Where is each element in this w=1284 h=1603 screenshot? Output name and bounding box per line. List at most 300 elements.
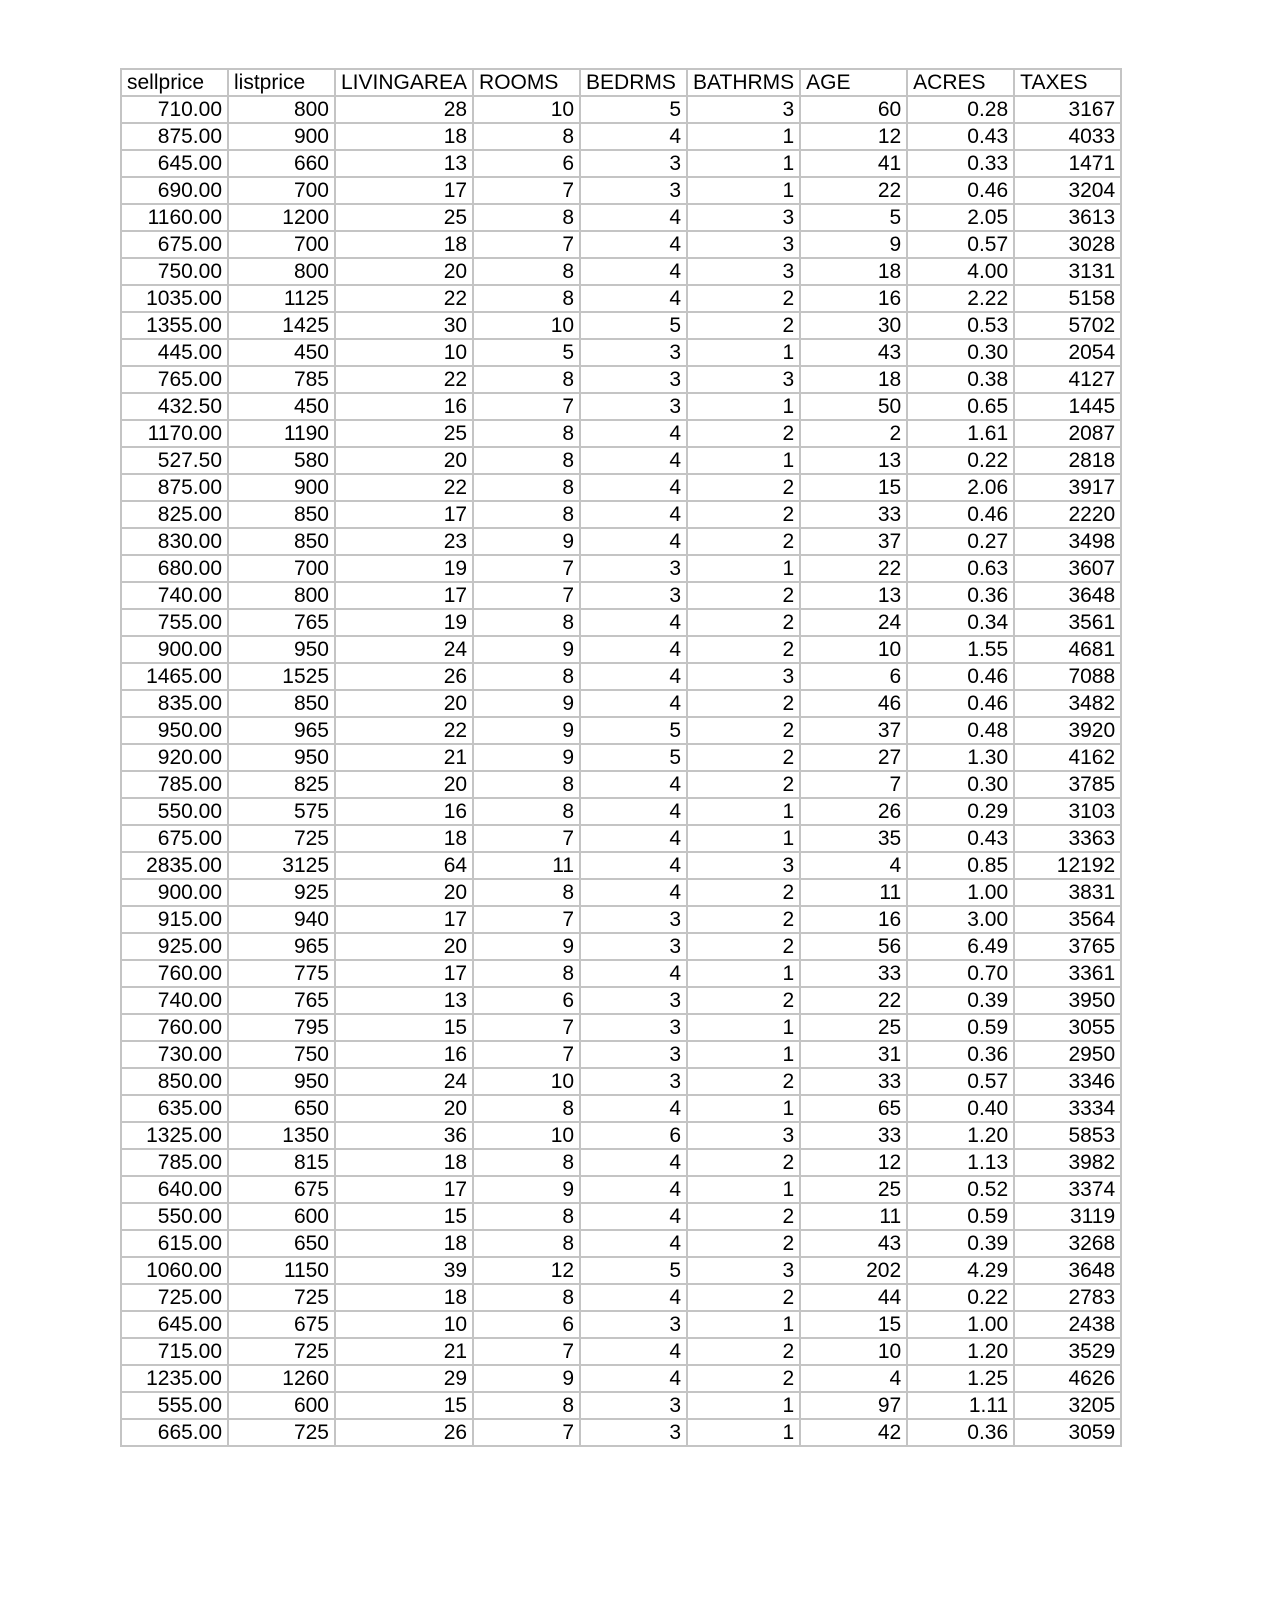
cell-livingarea[interactable]: 21: [335, 1338, 473, 1365]
cell-age[interactable]: 13: [800, 447, 907, 474]
cell-age[interactable]: 2: [800, 420, 907, 447]
cell-bathrms[interactable]: 3: [687, 96, 800, 123]
cell-listprice[interactable]: 850: [228, 690, 335, 717]
cell-age[interactable]: 25: [800, 1176, 907, 1203]
cell-bathrms[interactable]: 3: [687, 204, 800, 231]
cell-bedrms[interactable]: 4: [580, 447, 687, 474]
cell-sellprice[interactable]: 665.00: [121, 1419, 228, 1446]
cell-rooms[interactable]: 9: [473, 636, 580, 663]
cell-bedrms[interactable]: 6: [580, 1122, 687, 1149]
cell-taxes[interactable]: 5702: [1014, 312, 1121, 339]
cell-sellprice[interactable]: 785.00: [121, 771, 228, 798]
cell-bedrms[interactable]: 3: [580, 906, 687, 933]
cell-rooms[interactable]: 8: [473, 609, 580, 636]
cell-rooms[interactable]: 12: [473, 1257, 580, 1284]
cell-bedrms[interactable]: 3: [580, 393, 687, 420]
cell-bedrms[interactable]: 4: [580, 528, 687, 555]
cell-livingarea[interactable]: 20: [335, 690, 473, 717]
cell-livingarea[interactable]: 24: [335, 636, 473, 663]
cell-sellprice[interactable]: 550.00: [121, 798, 228, 825]
cell-bedrms[interactable]: 4: [580, 690, 687, 717]
cell-livingarea[interactable]: 18: [335, 825, 473, 852]
cell-taxes[interactable]: 2950: [1014, 1041, 1121, 1068]
cell-bathrms[interactable]: 2: [687, 420, 800, 447]
cell-acres[interactable]: 1.61: [907, 420, 1014, 447]
cell-bathrms[interactable]: 2: [687, 582, 800, 609]
cell-bathrms[interactable]: 3: [687, 852, 800, 879]
column-header-listprice[interactable]: listprice: [228, 69, 335, 96]
cell-taxes[interactable]: 5853: [1014, 1122, 1121, 1149]
cell-rooms[interactable]: 11: [473, 852, 580, 879]
cell-rooms[interactable]: 7: [473, 1041, 580, 1068]
cell-listprice[interactable]: 775: [228, 960, 335, 987]
cell-sellprice[interactable]: 765.00: [121, 366, 228, 393]
cell-bathrms[interactable]: 1: [687, 339, 800, 366]
cell-rooms[interactable]: 9: [473, 1365, 580, 1392]
cell-age[interactable]: 16: [800, 285, 907, 312]
cell-taxes[interactable]: 3119: [1014, 1203, 1121, 1230]
cell-bathrms[interactable]: 2: [687, 636, 800, 663]
cell-acres[interactable]: 0.29: [907, 798, 1014, 825]
cell-sellprice[interactable]: 715.00: [121, 1338, 228, 1365]
cell-livingarea[interactable]: 20: [335, 771, 473, 798]
cell-rooms[interactable]: 7: [473, 1338, 580, 1365]
cell-taxes[interactable]: 3831: [1014, 879, 1121, 906]
cell-listprice[interactable]: 675: [228, 1176, 335, 1203]
cell-sellprice[interactable]: 710.00: [121, 96, 228, 123]
cell-bathrms[interactable]: 1: [687, 1176, 800, 1203]
cell-listprice[interactable]: 800: [228, 258, 335, 285]
cell-rooms[interactable]: 8: [473, 1392, 580, 1419]
cell-rooms[interactable]: 8: [473, 1095, 580, 1122]
cell-taxes[interactable]: 3103: [1014, 798, 1121, 825]
cell-acres[interactable]: 1.30: [907, 744, 1014, 771]
cell-taxes[interactable]: 3374: [1014, 1176, 1121, 1203]
cell-listprice[interactable]: 1350: [228, 1122, 335, 1149]
cell-age[interactable]: 33: [800, 1068, 907, 1095]
cell-livingarea[interactable]: 30: [335, 312, 473, 339]
cell-sellprice[interactable]: 527.50: [121, 447, 228, 474]
cell-livingarea[interactable]: 17: [335, 501, 473, 528]
cell-bedrms[interactable]: 4: [580, 285, 687, 312]
cell-age[interactable]: 16: [800, 906, 907, 933]
cell-bathrms[interactable]: 2: [687, 744, 800, 771]
cell-taxes[interactable]: 3346: [1014, 1068, 1121, 1095]
cell-rooms[interactable]: 7: [473, 555, 580, 582]
cell-bathrms[interactable]: 3: [687, 231, 800, 258]
cell-sellprice[interactable]: 725.00: [121, 1284, 228, 1311]
cell-taxes[interactable]: 3917: [1014, 474, 1121, 501]
cell-age[interactable]: 97: [800, 1392, 907, 1419]
cell-acres[interactable]: 0.65: [907, 393, 1014, 420]
cell-listprice[interactable]: 815: [228, 1149, 335, 1176]
cell-listprice[interactable]: 450: [228, 339, 335, 366]
cell-rooms[interactable]: 7: [473, 1014, 580, 1041]
cell-bathrms[interactable]: 2: [687, 690, 800, 717]
cell-rooms[interactable]: 5: [473, 339, 580, 366]
cell-rooms[interactable]: 6: [473, 987, 580, 1014]
cell-bathrms[interactable]: 1: [687, 960, 800, 987]
cell-bathrms[interactable]: 1: [687, 1095, 800, 1122]
cell-age[interactable]: 33: [800, 960, 907, 987]
cell-rooms[interactable]: 8: [473, 663, 580, 690]
cell-acres[interactable]: 4.00: [907, 258, 1014, 285]
cell-listprice[interactable]: 600: [228, 1392, 335, 1419]
cell-rooms[interactable]: 7: [473, 582, 580, 609]
cell-listprice[interactable]: 850: [228, 501, 335, 528]
cell-livingarea[interactable]: 16: [335, 1041, 473, 1068]
cell-rooms[interactable]: 8: [473, 879, 580, 906]
cell-listprice[interactable]: 450: [228, 393, 335, 420]
cell-taxes[interactable]: 3028: [1014, 231, 1121, 258]
cell-rooms[interactable]: 7: [473, 825, 580, 852]
cell-taxes[interactable]: 2220: [1014, 501, 1121, 528]
cell-rooms[interactable]: 8: [473, 285, 580, 312]
cell-listprice[interactable]: 785: [228, 366, 335, 393]
cell-sellprice[interactable]: 645.00: [121, 150, 228, 177]
cell-livingarea[interactable]: 28: [335, 96, 473, 123]
cell-rooms[interactable]: 7: [473, 231, 580, 258]
cell-livingarea[interactable]: 17: [335, 582, 473, 609]
cell-bedrms[interactable]: 4: [580, 1338, 687, 1365]
cell-sellprice[interactable]: 615.00: [121, 1230, 228, 1257]
cell-rooms[interactable]: 8: [473, 771, 580, 798]
cell-age[interactable]: 43: [800, 339, 907, 366]
cell-age[interactable]: 31: [800, 1041, 907, 1068]
cell-rooms[interactable]: 8: [473, 366, 580, 393]
cell-age[interactable]: 56: [800, 933, 907, 960]
cell-bedrms[interactable]: 3: [580, 555, 687, 582]
cell-acres[interactable]: 0.46: [907, 690, 1014, 717]
cell-bathrms[interactable]: 3: [687, 1257, 800, 1284]
cell-livingarea[interactable]: 20: [335, 258, 473, 285]
cell-livingarea[interactable]: 13: [335, 987, 473, 1014]
cell-bathrms[interactable]: 1: [687, 1041, 800, 1068]
cell-acres[interactable]: 1.11: [907, 1392, 1014, 1419]
cell-acres[interactable]: 0.43: [907, 123, 1014, 150]
cell-listprice[interactable]: 650: [228, 1095, 335, 1122]
cell-livingarea[interactable]: 15: [335, 1392, 473, 1419]
cell-taxes[interactable]: 3950: [1014, 987, 1121, 1014]
cell-bedrms[interactable]: 4: [580, 123, 687, 150]
cell-taxes[interactable]: 3268: [1014, 1230, 1121, 1257]
cell-age[interactable]: 50: [800, 393, 907, 420]
cell-livingarea[interactable]: 17: [335, 960, 473, 987]
cell-age[interactable]: 43: [800, 1230, 907, 1257]
cell-taxes[interactable]: 2783: [1014, 1284, 1121, 1311]
cell-acres[interactable]: 0.39: [907, 1230, 1014, 1257]
cell-age[interactable]: 18: [800, 258, 907, 285]
cell-taxes[interactable]: 3561: [1014, 609, 1121, 636]
cell-bedrms[interactable]: 4: [580, 474, 687, 501]
cell-bathrms[interactable]: 2: [687, 906, 800, 933]
cell-bathrms[interactable]: 1: [687, 825, 800, 852]
cell-sellprice[interactable]: 1160.00: [121, 204, 228, 231]
cell-livingarea[interactable]: 18: [335, 123, 473, 150]
cell-age[interactable]: 24: [800, 609, 907, 636]
cell-sellprice[interactable]: 675.00: [121, 231, 228, 258]
cell-taxes[interactable]: 3498: [1014, 528, 1121, 555]
cell-livingarea[interactable]: 16: [335, 798, 473, 825]
cell-listprice[interactable]: 725: [228, 1284, 335, 1311]
cell-taxes[interactable]: 12192: [1014, 852, 1121, 879]
cell-age[interactable]: 33: [800, 1122, 907, 1149]
cell-listprice[interactable]: 925: [228, 879, 335, 906]
cell-listprice[interactable]: 765: [228, 609, 335, 636]
cell-bedrms[interactable]: 3: [580, 177, 687, 204]
cell-livingarea[interactable]: 19: [335, 555, 473, 582]
cell-bedrms[interactable]: 4: [580, 609, 687, 636]
cell-taxes[interactable]: 3363: [1014, 825, 1121, 852]
cell-acres[interactable]: 0.53: [907, 312, 1014, 339]
cell-taxes[interactable]: 3131: [1014, 258, 1121, 285]
cell-livingarea[interactable]: 10: [335, 1311, 473, 1338]
cell-listprice[interactable]: 650: [228, 1230, 335, 1257]
cell-livingarea[interactable]: 15: [335, 1014, 473, 1041]
cell-listprice[interactable]: 795: [228, 1014, 335, 1041]
cell-livingarea[interactable]: 25: [335, 204, 473, 231]
cell-bedrms[interactable]: 4: [580, 1203, 687, 1230]
cell-sellprice[interactable]: 760.00: [121, 1014, 228, 1041]
cell-livingarea[interactable]: 15: [335, 1203, 473, 1230]
cell-listprice[interactable]: 965: [228, 933, 335, 960]
cell-listprice[interactable]: 1125: [228, 285, 335, 312]
cell-bedrms[interactable]: 3: [580, 1068, 687, 1095]
cell-bathrms[interactable]: 1: [687, 1392, 800, 1419]
cell-taxes[interactable]: 3607: [1014, 555, 1121, 582]
cell-taxes[interactable]: 3361: [1014, 960, 1121, 987]
cell-listprice[interactable]: 850: [228, 528, 335, 555]
cell-taxes[interactable]: 4681: [1014, 636, 1121, 663]
cell-bathrms[interactable]: 1: [687, 1014, 800, 1041]
cell-livingarea[interactable]: 36: [335, 1122, 473, 1149]
cell-livingarea[interactable]: 22: [335, 474, 473, 501]
cell-acres[interactable]: 1.55: [907, 636, 1014, 663]
cell-bedrms[interactable]: 3: [580, 1041, 687, 1068]
column-header-sellprice[interactable]: sellprice: [121, 69, 228, 96]
cell-acres[interactable]: 0.70: [907, 960, 1014, 987]
column-header-taxes[interactable]: TAXES: [1014, 69, 1121, 96]
cell-age[interactable]: 37: [800, 528, 907, 555]
cell-acres[interactable]: 0.28: [907, 96, 1014, 123]
cell-livingarea[interactable]: 17: [335, 177, 473, 204]
cell-bathrms[interactable]: 2: [687, 1149, 800, 1176]
cell-taxes[interactable]: 3059: [1014, 1419, 1121, 1446]
cell-acres[interactable]: 0.48: [907, 717, 1014, 744]
cell-listprice[interactable]: 800: [228, 96, 335, 123]
cell-sellprice[interactable]: 680.00: [121, 555, 228, 582]
cell-age[interactable]: 15: [800, 474, 907, 501]
cell-sellprice[interactable]: 690.00: [121, 177, 228, 204]
cell-rooms[interactable]: 9: [473, 528, 580, 555]
cell-rooms[interactable]: 10: [473, 312, 580, 339]
cell-bedrms[interactable]: 4: [580, 798, 687, 825]
cell-listprice[interactable]: 950: [228, 744, 335, 771]
cell-taxes[interactable]: 1471: [1014, 150, 1121, 177]
cell-listprice[interactable]: 965: [228, 717, 335, 744]
column-header-bedrms[interactable]: BEDRMS: [580, 69, 687, 96]
cell-taxes[interactable]: 3785: [1014, 771, 1121, 798]
cell-acres[interactable]: 0.46: [907, 501, 1014, 528]
cell-bedrms[interactable]: 3: [580, 1014, 687, 1041]
cell-bathrms[interactable]: 3: [687, 366, 800, 393]
cell-age[interactable]: 27: [800, 744, 907, 771]
cell-bedrms[interactable]: 5: [580, 744, 687, 771]
cell-sellprice[interactable]: 1060.00: [121, 1257, 228, 1284]
cell-rooms[interactable]: 8: [473, 123, 580, 150]
cell-rooms[interactable]: 7: [473, 393, 580, 420]
cell-taxes[interactable]: 4626: [1014, 1365, 1121, 1392]
cell-bedrms[interactable]: 3: [580, 366, 687, 393]
cell-age[interactable]: 60: [800, 96, 907, 123]
cell-rooms[interactable]: 8: [473, 501, 580, 528]
cell-acres[interactable]: 0.40: [907, 1095, 1014, 1122]
cell-sellprice[interactable]: 2835.00: [121, 852, 228, 879]
cell-taxes[interactable]: 3920: [1014, 717, 1121, 744]
cell-rooms[interactable]: 8: [473, 798, 580, 825]
cell-livingarea[interactable]: 18: [335, 231, 473, 258]
cell-acres[interactable]: 0.22: [907, 1284, 1014, 1311]
cell-taxes[interactable]: 2438: [1014, 1311, 1121, 1338]
cell-bedrms[interactable]: 3: [580, 987, 687, 1014]
cell-sellprice[interactable]: 645.00: [121, 1311, 228, 1338]
cell-bathrms[interactable]: 1: [687, 177, 800, 204]
cell-sellprice[interactable]: 750.00: [121, 258, 228, 285]
cell-listprice[interactable]: 900: [228, 123, 335, 150]
cell-listprice[interactable]: 660: [228, 150, 335, 177]
cell-rooms[interactable]: 8: [473, 474, 580, 501]
column-header-acres[interactable]: ACRES: [907, 69, 1014, 96]
cell-sellprice[interactable]: 950.00: [121, 717, 228, 744]
cell-rooms[interactable]: 9: [473, 933, 580, 960]
cell-listprice[interactable]: 600: [228, 1203, 335, 1230]
cell-taxes[interactable]: 3334: [1014, 1095, 1121, 1122]
cell-bathrms[interactable]: 1: [687, 555, 800, 582]
cell-rooms[interactable]: 9: [473, 744, 580, 771]
cell-livingarea[interactable]: 17: [335, 906, 473, 933]
cell-livingarea[interactable]: 20: [335, 447, 473, 474]
cell-acres[interactable]: 1.25: [907, 1365, 1014, 1392]
cell-listprice[interactable]: 3125: [228, 852, 335, 879]
cell-age[interactable]: 44: [800, 1284, 907, 1311]
cell-livingarea[interactable]: 21: [335, 744, 473, 771]
cell-sellprice[interactable]: 760.00: [121, 960, 228, 987]
cell-bathrms[interactable]: 3: [687, 1122, 800, 1149]
cell-bedrms[interactable]: 3: [580, 582, 687, 609]
cell-acres[interactable]: 0.52: [907, 1176, 1014, 1203]
cell-age[interactable]: 25: [800, 1014, 907, 1041]
cell-bedrms[interactable]: 3: [580, 339, 687, 366]
cell-rooms[interactable]: 8: [473, 204, 580, 231]
cell-bathrms[interactable]: 2: [687, 987, 800, 1014]
cell-bathrms[interactable]: 2: [687, 717, 800, 744]
cell-livingarea[interactable]: 16: [335, 393, 473, 420]
cell-sellprice[interactable]: 445.00: [121, 339, 228, 366]
cell-livingarea[interactable]: 19: [335, 609, 473, 636]
cell-sellprice[interactable]: 900.00: [121, 636, 228, 663]
cell-bedrms[interactable]: 4: [580, 960, 687, 987]
cell-age[interactable]: 42: [800, 1419, 907, 1446]
cell-acres[interactable]: 3.00: [907, 906, 1014, 933]
cell-bathrms[interactable]: 3: [687, 663, 800, 690]
cell-bathrms[interactable]: 2: [687, 312, 800, 339]
cell-listprice[interactable]: 1200: [228, 204, 335, 231]
cell-acres[interactable]: 0.38: [907, 366, 1014, 393]
cell-sellprice[interactable]: 1325.00: [121, 1122, 228, 1149]
cell-taxes[interactable]: 3648: [1014, 1257, 1121, 1284]
cell-sellprice[interactable]: 835.00: [121, 690, 228, 717]
cell-rooms[interactable]: 10: [473, 96, 580, 123]
cell-acres[interactable]: 6.49: [907, 933, 1014, 960]
cell-age[interactable]: 12: [800, 1149, 907, 1176]
cell-bathrms[interactable]: 3: [687, 258, 800, 285]
cell-acres[interactable]: 2.22: [907, 285, 1014, 312]
cell-bedrms[interactable]: 4: [580, 771, 687, 798]
cell-taxes[interactable]: 2054: [1014, 339, 1121, 366]
cell-bathrms[interactable]: 2: [687, 285, 800, 312]
cell-taxes[interactable]: 1445: [1014, 393, 1121, 420]
cell-listprice[interactable]: 950: [228, 636, 335, 663]
cell-livingarea[interactable]: 20: [335, 933, 473, 960]
cell-rooms[interactable]: 9: [473, 690, 580, 717]
cell-listprice[interactable]: 900: [228, 474, 335, 501]
cell-rooms[interactable]: 10: [473, 1122, 580, 1149]
cell-rooms[interactable]: 10: [473, 1068, 580, 1095]
cell-taxes[interactable]: 4162: [1014, 744, 1121, 771]
cell-bathrms[interactable]: 1: [687, 798, 800, 825]
cell-acres[interactable]: 0.59: [907, 1203, 1014, 1230]
cell-rooms[interactable]: 8: [473, 960, 580, 987]
cell-sellprice[interactable]: 920.00: [121, 744, 228, 771]
cell-bedrms[interactable]: 4: [580, 231, 687, 258]
cell-acres[interactable]: 0.59: [907, 1014, 1014, 1041]
cell-acres[interactable]: 0.36: [907, 1419, 1014, 1446]
cell-age[interactable]: 37: [800, 717, 907, 744]
cell-bedrms[interactable]: 3: [580, 1419, 687, 1446]
cell-bathrms[interactable]: 2: [687, 1284, 800, 1311]
cell-taxes[interactable]: 4033: [1014, 123, 1121, 150]
cell-livingarea[interactable]: 22: [335, 366, 473, 393]
cell-sellprice[interactable]: 825.00: [121, 501, 228, 528]
cell-bathrms[interactable]: 1: [687, 393, 800, 420]
cell-taxes[interactable]: 7088: [1014, 663, 1121, 690]
cell-age[interactable]: 11: [800, 1203, 907, 1230]
cell-age[interactable]: 4: [800, 852, 907, 879]
cell-bathrms[interactable]: 2: [687, 474, 800, 501]
cell-age[interactable]: 46: [800, 690, 907, 717]
cell-bathrms[interactable]: 2: [687, 771, 800, 798]
cell-acres[interactable]: 0.57: [907, 1068, 1014, 1095]
cell-bedrms[interactable]: 3: [580, 1311, 687, 1338]
cell-taxes[interactable]: 4127: [1014, 366, 1121, 393]
cell-acres[interactable]: 0.39: [907, 987, 1014, 1014]
cell-bedrms[interactable]: 4: [580, 1284, 687, 1311]
cell-listprice[interactable]: 725: [228, 1419, 335, 1446]
cell-livingarea[interactable]: 26: [335, 1419, 473, 1446]
cell-livingarea[interactable]: 39: [335, 1257, 473, 1284]
cell-bathrms[interactable]: 2: [687, 933, 800, 960]
cell-age[interactable]: 26: [800, 798, 907, 825]
cell-sellprice[interactable]: 740.00: [121, 582, 228, 609]
cell-age[interactable]: 7: [800, 771, 907, 798]
cell-livingarea[interactable]: 17: [335, 1176, 473, 1203]
cell-age[interactable]: 4: [800, 1365, 907, 1392]
cell-sellprice[interactable]: 555.00: [121, 1392, 228, 1419]
cell-bathrms[interactable]: 2: [687, 1068, 800, 1095]
cell-taxes[interactable]: 3205: [1014, 1392, 1121, 1419]
cell-livingarea[interactable]: 29: [335, 1365, 473, 1392]
cell-listprice[interactable]: 725: [228, 825, 335, 852]
